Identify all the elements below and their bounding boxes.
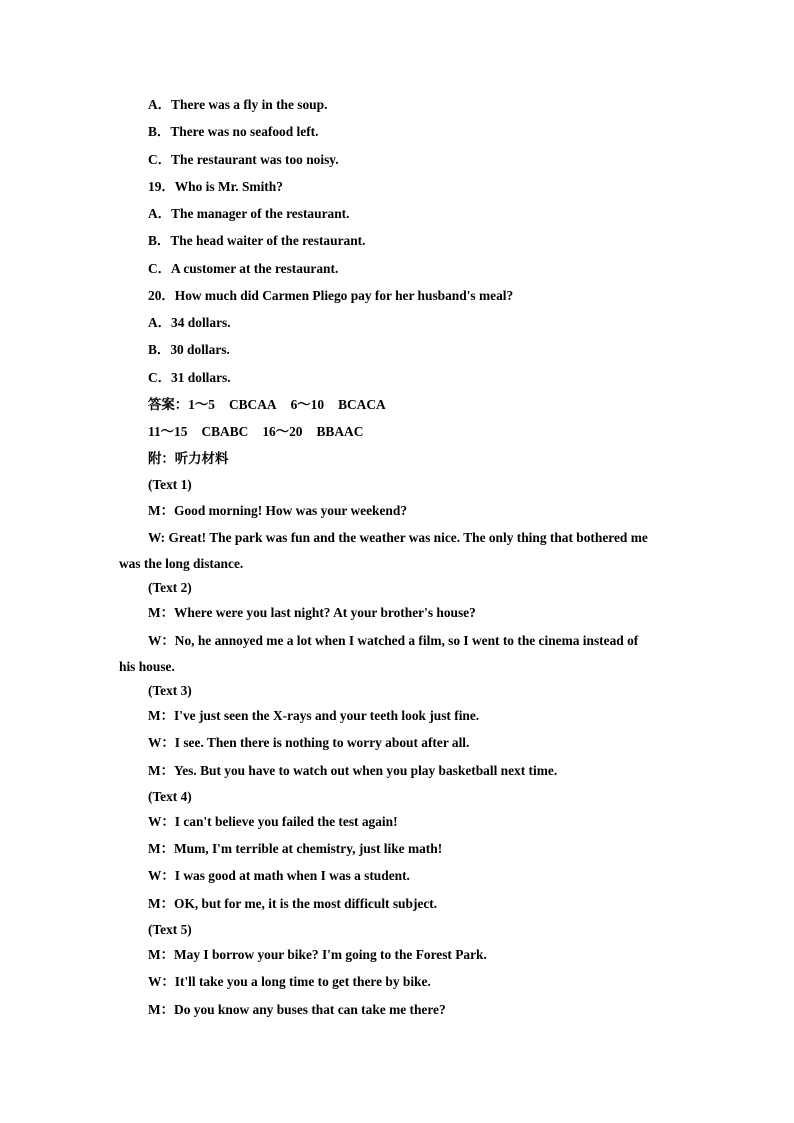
q19-question: 19．Who is Mr. Smith? [148, 179, 283, 194]
answers-keys-2: BCACA [338, 397, 386, 412]
q19-option-a: A．The manager of the restaurant. [148, 206, 350, 221]
answers-label: 答案： [148, 397, 189, 412]
q20-question: 20．How much did Carmen Pliego pay for her husband's meal? [148, 288, 514, 303]
q20-option-b: B．30 dollars. [148, 342, 230, 357]
answers-keys-3: CBABC [201, 424, 249, 439]
text1-woman-line-1-cont: was the long distance. [119, 556, 244, 571]
text3-man-line-2: M：Yes. But you have to watch out when you play basketball next time. [148, 763, 558, 778]
q20-option-a: A．34 dollars. [148, 315, 231, 330]
text4-man-line-2: M：OK, but for me, it is the most difficult subject. [148, 896, 438, 911]
answers-line-2 [148, 424, 363, 440]
text5-woman-line-1: W：It'll take you a long time to get there by bike. [148, 974, 431, 989]
text4-man-line-1: M：Mum, I'm terrible at chemistry, just like math! [148, 841, 443, 856]
text3-woman-line-1: W：I see. Then there is nothing to worry about after all. [148, 735, 470, 750]
text4-woman-line-2: W：I was good at math when I was a student. [148, 868, 410, 883]
text3-label: (Text 3) [148, 683, 192, 698]
q18-option-a: A．There was a fly in the soup. [148, 97, 328, 112]
q19-option-b: B．The head waiter of the restaurant. [148, 233, 366, 248]
answers-range-2: 6～10 [290, 397, 325, 412]
answers-range-1: 1～5 [188, 397, 215, 412]
text1-label: (Text 1) [148, 477, 192, 492]
text1-man-line-1: M：Good morning! How was your weekend? [148, 503, 408, 518]
text3-man-line-1: M：I've just seen the X-rays and your teeth look just fine. [148, 708, 480, 723]
text4-woman-line-1: W：I can't believe you failed the test again! [148, 814, 398, 829]
answers-range-3: 11～15 [148, 424, 188, 439]
q19-option-c: C．A customer at the restaurant. [148, 261, 339, 276]
answers-line-1 [148, 397, 386, 413]
text2-woman-line-1: W：No, he annoyed me a lot when I watched a film, so I went to the cinema instead of [148, 633, 639, 648]
q20-option-c: C．31 dollars. [148, 370, 231, 385]
text4-label: (Text 4) [148, 789, 192, 804]
text5-man-line-2: M：Do you know any buses that can take me there? [148, 1002, 446, 1017]
answers-keys-1: CBCAA [228, 397, 277, 412]
text1-woman-line-1: W: Great! The park was fun and the weather was nice. The only thing that bothered me [148, 530, 648, 545]
q18-option-b: B．There was no seafood left. [148, 124, 319, 139]
text2-woman-line-1-cont: his house. [119, 659, 175, 674]
text2-man-line-1: M：Where were you last night? At your brother's house? [148, 605, 476, 620]
text5-man-line-1: M：May I borrow your bike? I'm going to the Forest Park. [148, 947, 487, 962]
appendix-title: 附：听力材料 [148, 451, 229, 466]
text5-label: (Text 5) [148, 922, 192, 937]
q18-option-c: C．The restaurant was too noisy. [148, 152, 339, 167]
text2-label: (Text 2) [148, 580, 192, 595]
answers-keys-4: BBAAC [316, 424, 364, 439]
answers-range-4: 16～20 [262, 424, 303, 439]
